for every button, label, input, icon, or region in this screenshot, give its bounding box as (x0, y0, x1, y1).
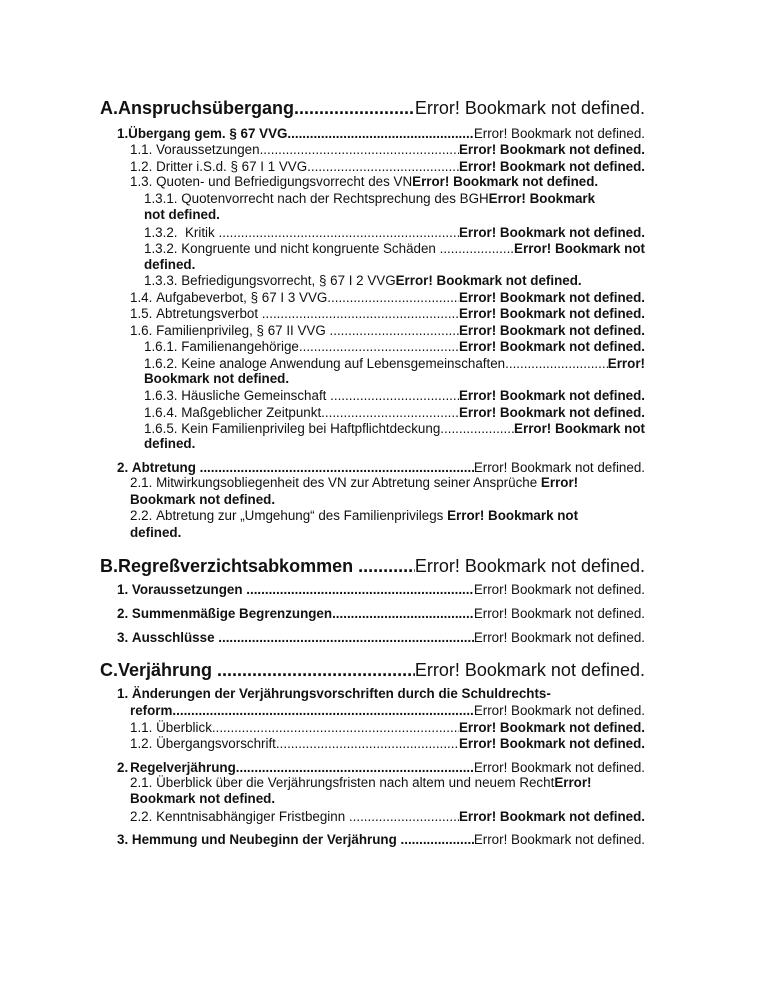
toc-entry[interactable] (144, 274, 582, 287)
entry-number: 1.3.2. (144, 241, 178, 256)
bookmark-error: Error! Bookmark not defined. (473, 582, 645, 597)
entry-title: Abtretung zur „Umgehung“ des Familienprivilegs (156, 508, 444, 523)
toc-entry[interactable] (144, 421, 645, 436)
toc-entry-continued[interactable] (130, 703, 645, 718)
toc-entry[interactable] (117, 832, 645, 847)
bookmark-error: Error! Bookmark not defined. (473, 630, 645, 645)
entry-title: Regelverjährung (130, 760, 236, 775)
bookmark-error-continued: defined. (144, 257, 196, 272)
bookmark-error: Error! (607, 356, 645, 371)
entry-title: Dritter i.S.d. § 67 I 1 VVG (156, 159, 308, 174)
toc-entry[interactable] (117, 606, 645, 621)
bookmark-error: Error! Bookmark not defined. (458, 290, 645, 305)
entry-number: 1.2. (130, 736, 153, 751)
entry-title: Aufgabeverbot, § 67 I 3 VVG (156, 290, 328, 305)
bookmark-error: Error! Bookmark not defined. (458, 720, 645, 735)
entry-number: 1.1. (130, 720, 153, 735)
entry-number: 1.6. (130, 323, 153, 338)
entry-number: 1. (117, 126, 129, 141)
entry-number: 1. (117, 686, 129, 701)
bookmark-error: Error! Bookmark not (514, 421, 645, 436)
entry-title: Hemmung und Neubeginn der Verjährung (131, 832, 397, 847)
entry-number: 3. (117, 832, 129, 847)
bookmark-error: Error! Bookmark not defined. (458, 323, 645, 338)
toc-entry[interactable] (130, 509, 578, 522)
bookmark-error: Error! Bookmark not defined. (414, 660, 645, 680)
entry-title: Änderungen der Verjährungsvorschriften durch die Schuldrechts- (131, 686, 551, 701)
entry-title: Abtretung (131, 460, 196, 475)
dot-leader (262, 306, 459, 321)
section-letter: A. (100, 98, 118, 118)
bookmark-error: Error! Bookmark not defined. (414, 98, 645, 118)
toc-entry[interactable] (130, 736, 645, 751)
dot-leader (330, 388, 459, 403)
entry-title: Familienangehörige (181, 339, 299, 354)
entry-number: 1.1. (130, 142, 153, 157)
bookmark-error-continued: not defined. (144, 207, 220, 222)
entry-number: 1.2. (130, 159, 153, 174)
entry-number: 2.2. (130, 809, 153, 824)
bookmark-error: Error! (540, 475, 579, 490)
toc-entry[interactable] (144, 405, 645, 420)
bookmark-error: Error! Bookmark not defined. (458, 809, 645, 824)
toc-entry[interactable] (117, 126, 645, 141)
bookmark-error: Error! Bookmark not defined. (458, 142, 645, 157)
entry-title: Kongruente und nicht kongruente Schäden (181, 241, 436, 256)
entry-number: 1.6.4. (144, 405, 178, 420)
toc-entry[interactable] (117, 582, 645, 597)
entry-number: 2.1. (130, 775, 153, 790)
toc-entry[interactable] (117, 687, 551, 700)
entry-number: 1.6.3. (144, 388, 178, 403)
dot-leader (260, 142, 459, 157)
toc-entry[interactable] (130, 306, 645, 321)
dot-leader (321, 405, 459, 420)
entry-number: 2.2. (130, 508, 153, 523)
bookmark-error: Error! Bookmark (488, 191, 596, 206)
dot-leader (217, 660, 415, 681)
toc-entry[interactable] (130, 142, 645, 157)
section-title: Anspruchsübergang (118, 98, 295, 118)
toc-entry[interactable] (117, 630, 645, 645)
entry-number: 1.6.1. (144, 339, 178, 354)
entry-number: 1.3.2. (144, 225, 178, 240)
entry-number: 1. (117, 582, 129, 597)
bookmark-error: Error! Bookmark not defined. (473, 760, 645, 775)
toc-entry[interactable] (130, 175, 598, 188)
entry-title: Übergang gem. § 67 VVG (128, 126, 288, 141)
entry-number: 3. (117, 630, 129, 645)
toc-section-a[interactable] (100, 98, 645, 119)
dot-leader (330, 323, 459, 338)
toc-section-c[interactable] (100, 660, 645, 681)
dot-leader (401, 832, 474, 847)
entry-title: Keine analoge Anwendung auf Lebensgemeinschaften (181, 356, 506, 371)
entry-number: 1.3.3. (144, 273, 178, 288)
bookmark-error: Error! Bookmark not defined. (473, 460, 645, 475)
entry-number: 2. (117, 606, 129, 621)
entry-number: 1.3.1. (144, 191, 178, 206)
entry-title: Ausschlüsse (131, 630, 215, 645)
entry-title: Überblick über die Verjährungsfristen nach altem und neuem Recht (156, 775, 555, 790)
entry-title: Kenntnisabhängiger Fristbeginn (156, 809, 346, 824)
bookmark-error: Error! Bookmark not defined. (458, 159, 645, 174)
bookmark-error-continued: defined. (144, 436, 196, 451)
bookmark-error-continued: Bookmark not defined. (144, 371, 290, 386)
toc-entry[interactable] (144, 356, 645, 371)
bookmark-error: Error! Bookmark not defined. (458, 405, 645, 420)
dot-leader (212, 720, 459, 735)
section-letter: C. (100, 660, 118, 680)
dot-leader (440, 241, 514, 256)
dot-leader (349, 809, 459, 824)
toc-entry[interactable] (130, 720, 645, 735)
entry-title: Voraussetzungen (156, 142, 260, 157)
toc-entry[interactable] (144, 192, 595, 205)
toc-entry[interactable] (130, 476, 578, 489)
entry-title: Summenmäßige Begrenzungen (131, 606, 333, 621)
toc-entry[interactable] (117, 760, 645, 775)
section-title: Regreßverzichtsabkommen (118, 556, 354, 576)
dot-leader (218, 630, 474, 645)
bookmark-error: Error! Bookmark not defined. (412, 174, 599, 189)
entry-title: Befriedigungsvorrecht, § 67 I 2 VVG (181, 273, 396, 288)
bookmark-error-continued: Bookmark not defined. (130, 492, 276, 507)
entry-title: Abtretungsverbot (156, 306, 259, 321)
dot-leader (172, 703, 473, 718)
dot-leader (358, 556, 415, 577)
bookmark-error: Error! (554, 775, 592, 790)
bookmark-error: Error! Bookmark not defined. (473, 126, 645, 141)
toc-entry[interactable] (130, 290, 645, 305)
dot-leader (218, 225, 459, 240)
bookmark-error: Error! Bookmark not defined. (458, 736, 645, 751)
section-letter: B. (100, 556, 118, 576)
bookmark-error: Error! Bookmark not defined. (473, 832, 645, 847)
section-title: Verjährung (118, 660, 213, 680)
bookmark-error: Error! Bookmark not (447, 508, 579, 523)
entry-title: Voraussetzungen (131, 582, 243, 597)
entry-number: 2.1. (130, 475, 153, 490)
entry-number: 1.3. (130, 174, 153, 189)
entry-title: Mitwirkungsobliegenheit des VN zur Abtretung seiner Ansprüche (156, 475, 538, 490)
entry-number: 1.5. (130, 306, 153, 321)
dot-leader (299, 339, 459, 354)
dot-leader (246, 582, 474, 597)
bookmark-error-continued: defined. (130, 525, 182, 540)
entry-title: Häusliche Gemeinschaft (181, 388, 327, 403)
dot-leader (307, 159, 459, 174)
toc-entry[interactable] (130, 776, 592, 789)
dot-leader (327, 290, 459, 305)
entry-title: Kritik (181, 225, 215, 240)
entry-title: Übergangsvorschrift (156, 736, 276, 751)
toc-entry[interactable] (144, 388, 645, 403)
entry-title: Quotenvorrecht nach der Rechtsprechung des BGH (181, 191, 489, 206)
entry-number: 2. (117, 460, 129, 475)
bookmark-error: Error! Bookmark not defined. (473, 606, 645, 621)
bookmark-error-continued: Bookmark not defined. (130, 791, 276, 806)
entry-title: Quoten- und Befriedigungsvorrecht des VN (156, 174, 413, 189)
bookmark-error: Error! Bookmark not defined. (458, 306, 645, 321)
toc-entry[interactable] (117, 460, 645, 475)
toc-entry[interactable] (144, 241, 645, 256)
bookmark-error: Error! Bookmark not (514, 241, 645, 256)
entry-title-continued: reform (130, 703, 173, 718)
entry-number: 1.6.5. (144, 421, 178, 436)
toc-entry[interactable] (144, 339, 645, 354)
toc-entry[interactable] (130, 159, 645, 174)
bookmark-error: Error! Bookmark not defined. (473, 703, 645, 718)
entry-title: Maßgeblicher Zeitpunkt (181, 405, 322, 420)
entry-number: 1.6.2. (144, 356, 178, 371)
toc-section-b[interactable] (100, 556, 645, 577)
bookmark-error: Error! Bookmark not defined. (458, 388, 645, 403)
dot-leader (276, 736, 459, 751)
dot-leader (200, 460, 474, 475)
dot-leader (332, 606, 474, 621)
entry-number: 2. (117, 760, 129, 775)
toc-entry[interactable] (130, 323, 645, 338)
dot-leader (440, 421, 514, 436)
entry-title: Überblick (156, 720, 212, 735)
dot-leader (294, 98, 415, 119)
entry-title: Familienprivileg, § 67 II VVG (156, 323, 326, 338)
entry-number: 1.4. (130, 290, 153, 305)
bookmark-error: Error! Bookmark not defined. (458, 339, 645, 354)
bookmark-error: Error! Bookmark not defined. (395, 273, 582, 288)
dot-leader (236, 760, 474, 775)
toc-entry[interactable] (144, 225, 645, 240)
bookmark-error: Error! Bookmark not defined. (414, 556, 645, 576)
toc-entry[interactable] (130, 809, 645, 824)
entry-title: Kein Familienprivileg bei Haftpflichtdeckung (181, 421, 441, 436)
dot-leader (505, 356, 608, 371)
bookmark-error: Error! Bookmark not defined. (458, 225, 645, 240)
dot-leader (287, 126, 473, 141)
